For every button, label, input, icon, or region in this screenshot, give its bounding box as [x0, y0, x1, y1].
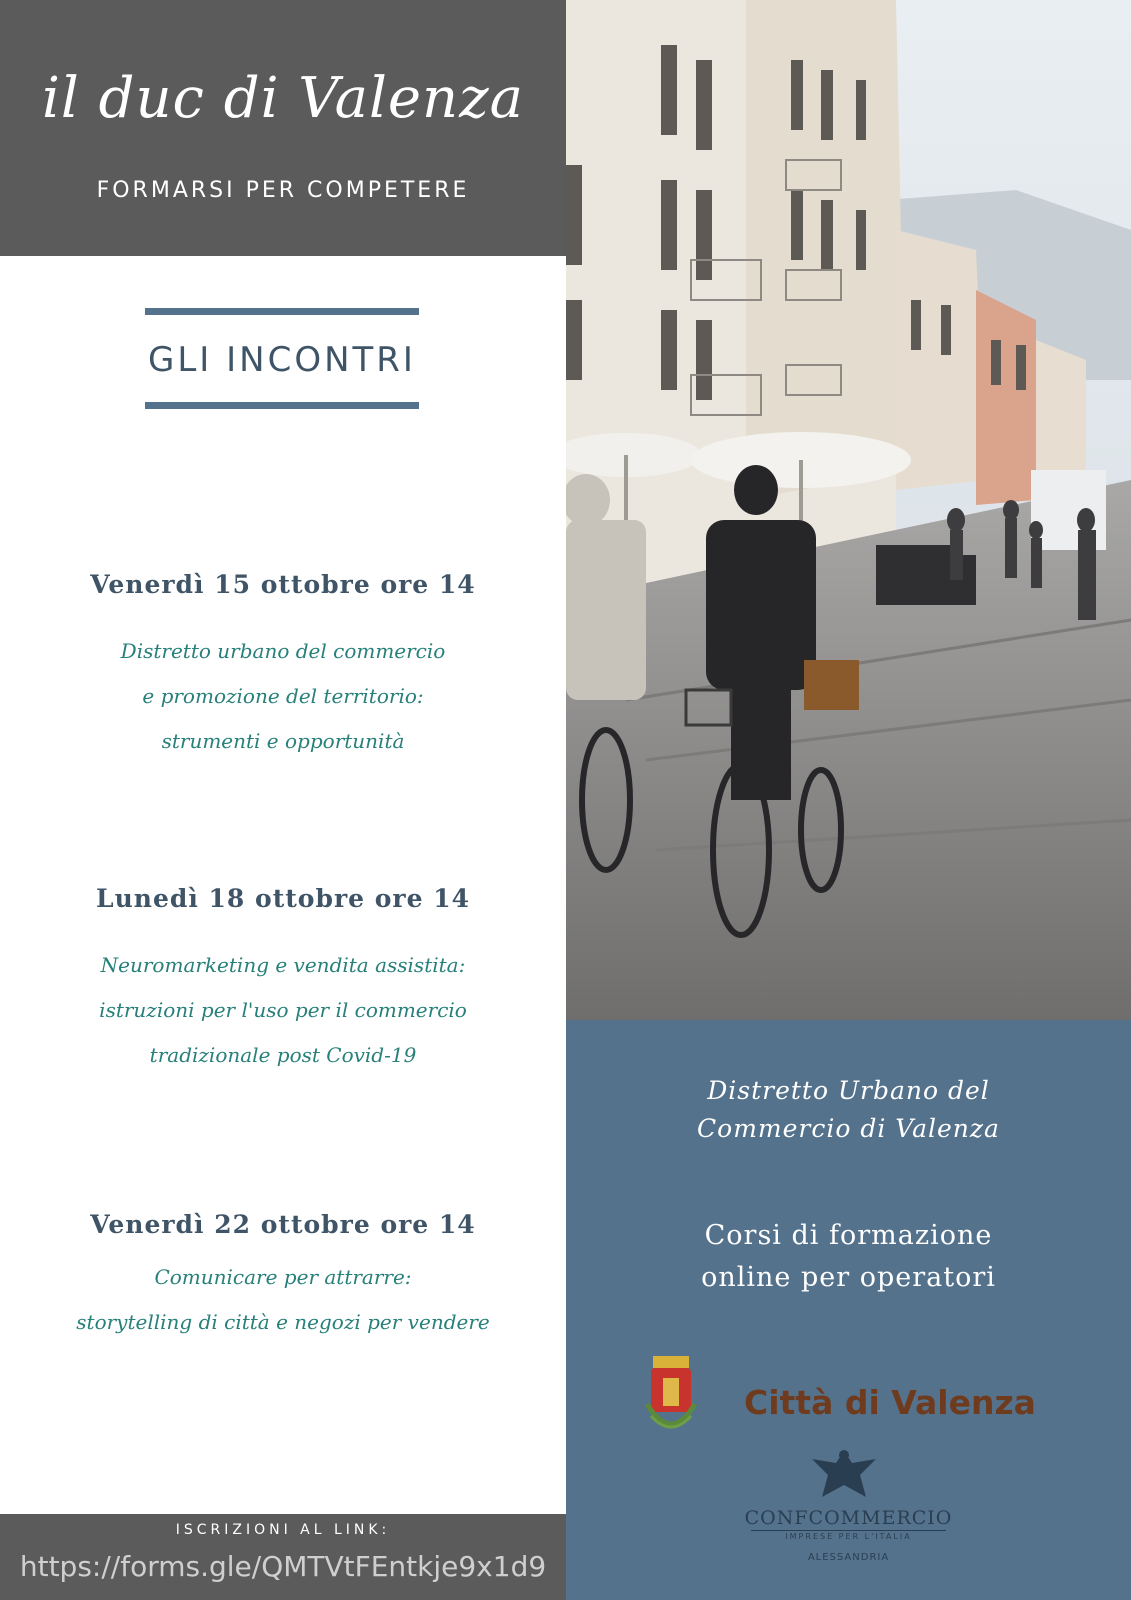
district-title: Distretto Urbano del Commercio di Valenza — [697, 1076, 1000, 1143]
header-banner — [0, 0, 566, 256]
courses-title: Corsi di formazione online per operatori — [701, 1220, 996, 1293]
confcommercio-rule — [751, 1530, 946, 1531]
registration-link[interactable]: https://forms.gle/QMTVtFEntkje9x1d9 — [19, 1550, 547, 1583]
event-3 — [0, 1210, 566, 1345]
eagle-icon — [806, 1445, 882, 1505]
confcommercio-city: ALESSANDRIA — [807, 1552, 890, 1563]
heading-bottom-bar — [145, 402, 419, 409]
registration-footer — [0, 1514, 566, 1600]
brand-subtitle: FORMARSI PER COMPETERE — [96, 178, 470, 203]
event-description: Distretto urbano del commercio e promozione del territorio: strumenti e opportunità — [120, 639, 446, 753]
street-photo — [566, 0, 1131, 1020]
city-name: Città di Valenza — [744, 1383, 1036, 1422]
confcommercio-tagline: IMPRESE PER L'ITALIA — [785, 1532, 912, 1541]
event-description: Comunicare per attrarre: storytelling di città e negozi per vendere — [76, 1265, 490, 1334]
registration-label: ISCRIZIONI AL LINK: — [175, 1522, 391, 1538]
event-description: Neuromarketing e vendita assistita: istruzioni per l'uso per il commercio tradizionale post Covid-19 — [99, 953, 467, 1067]
event-1 — [0, 570, 566, 764]
info-panel — [566, 1020, 1131, 1600]
confcommercio-name: CONFCOMMERCIO — [744, 1507, 953, 1529]
event-date: Venerdì 15 ottobre ore 14 — [90, 570, 476, 599]
event-date: Lunedì 18 ottobre ore 14 — [96, 884, 470, 913]
section-heading: GLI INCONTRI — [148, 340, 416, 380]
event-2 — [0, 884, 566, 1078]
event-date: Venerdì 22 ottobre ore 14 — [90, 1210, 476, 1239]
coat-of-arms-icon — [643, 1354, 699, 1444]
heading-top-bar — [145, 308, 419, 315]
brand-title: il duc di Valenza — [42, 66, 524, 131]
